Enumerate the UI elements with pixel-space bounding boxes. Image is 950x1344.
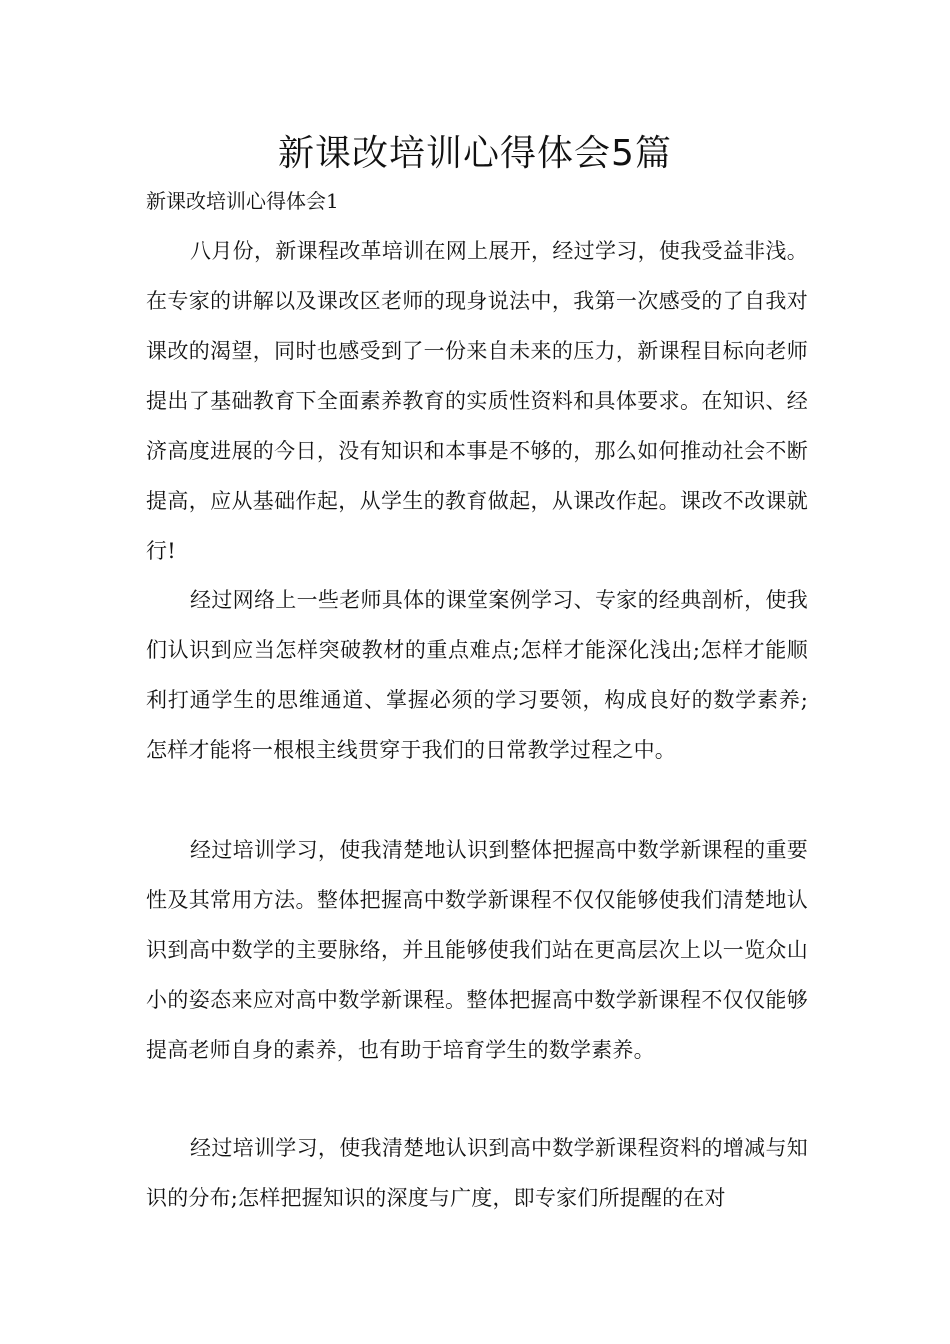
paragraph-4: 经过培训学习，使我清楚地认识到高中数学新课程资料的增减与知识的分布;怎样把握知识的深度与广度，即专家们所提醒的在对 <box>146 1136 808 1210</box>
paragraph-1: 八月份，新课程改革培训在网上展开，经过学习，使我受益非浅。在专家的讲解以及课改区老师的现身说法中，我第一次感受的了自我对课改的渴望，同时也感受到了一份来自未来的压力，新课程目标向老师提出了基础教育下全面素养教育的实质性资料和具体要求。在知识、经济高度进展的今日，没有知识和本事是不够的，那么如何推动社会不断提高，应从基础作起，从学生的教育做起，从课改作起。课改不改课就行! <box>146 239 808 563</box>
paragraph-2: 经过网络上一些老师具体的课堂案例学习、专家的经典剖析，使我们认识到应当怎样突破教材的重点难点;怎样才能深化浅出;怎样才能顺利打通学生的思维通道、掌握必须的学习要领，构成良好的数学素养;怎样才能将一根根主线贯穿于我们的日常教学过程之中。 <box>146 588 808 762</box>
section-subtitle: 新课改培训心得体会1 <box>146 189 339 213</box>
document-title: 新课改培训心得体会5篇 <box>278 133 672 174</box>
paragraph-3: 经过培训学习，使我清楚地认识到整体把握高中数学新课程的重要性及其常用方法。整体把握高中数学新课程不仅仅能够使我们清楚地认识到高中数学的主要脉络，并且能够使我们站在更高层次上以一览众山小的姿态来应对高中数学新课程。整体把握高中数学新课程不仅仅能够提高老师自身的素养，也有助于培育学生的数学素养。 <box>146 838 808 1062</box>
